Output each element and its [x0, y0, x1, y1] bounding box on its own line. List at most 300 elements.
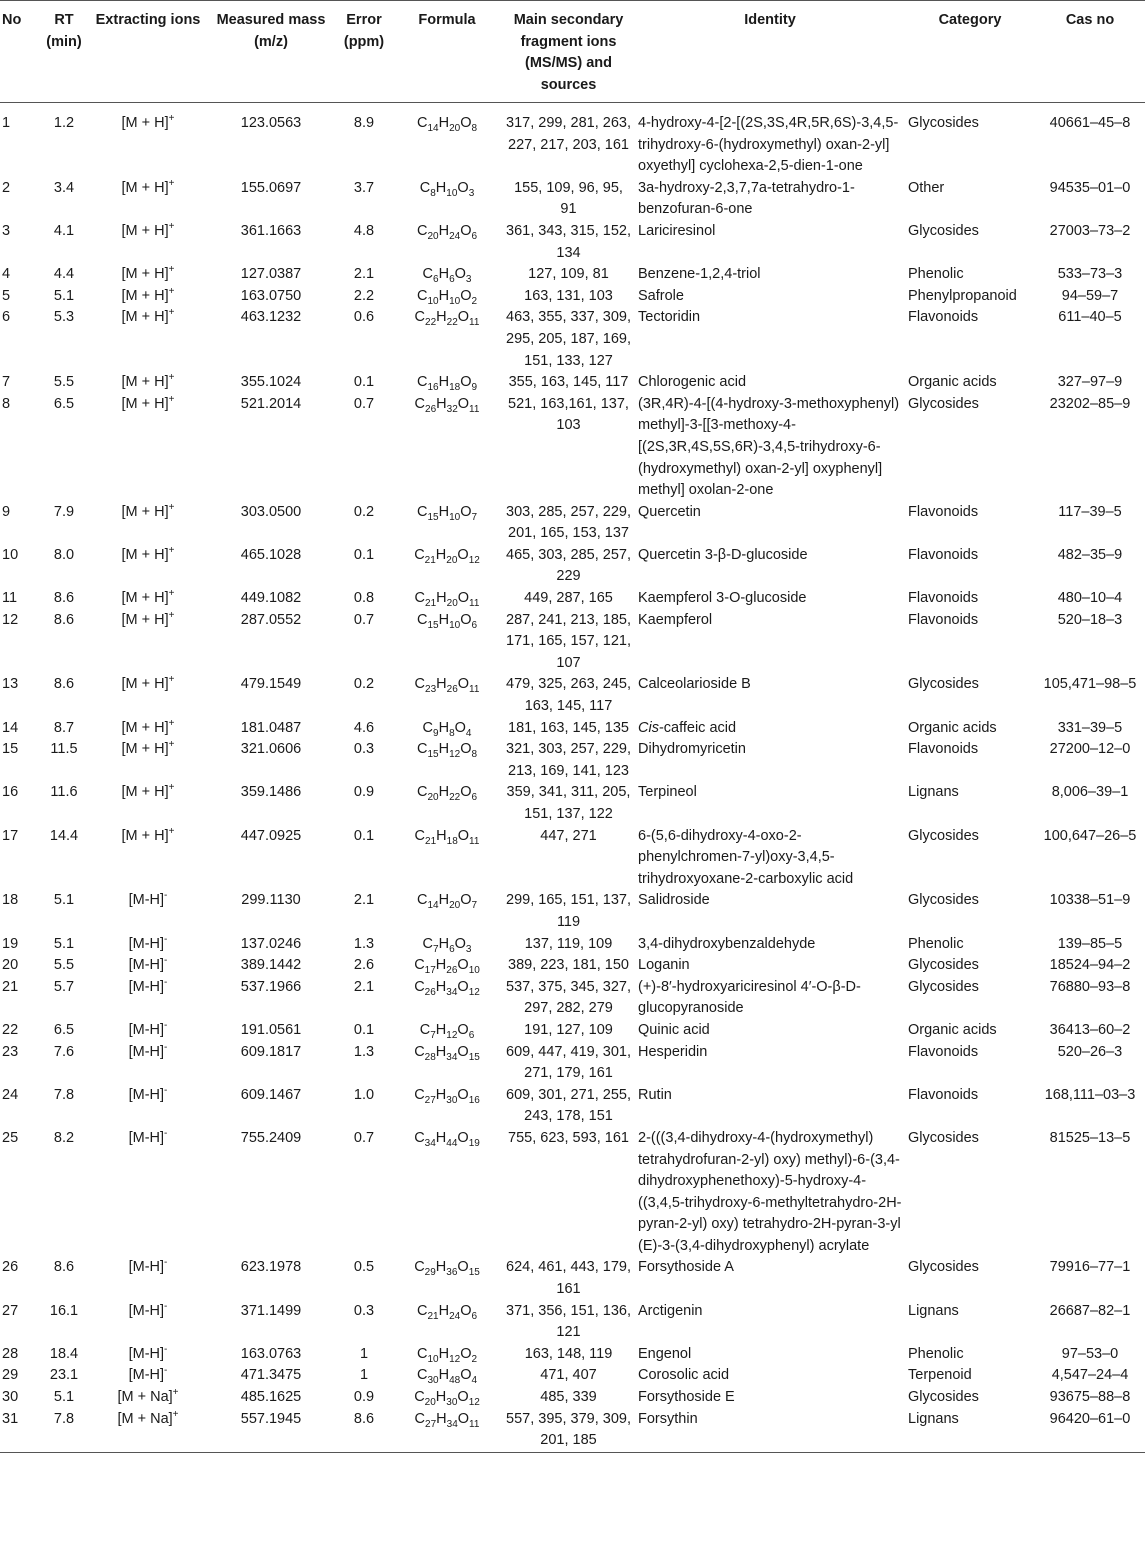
row-rt: 5.5	[53, 374, 75, 391]
row-cas: 97–53–0	[1061, 1345, 1119, 1362]
row-ion	[90, 1085, 206, 1128]
formula-count: 30	[446, 1396, 458, 1408]
row-cas: 93675–88–8	[1049, 1389, 1131, 1406]
row-cas: 27200–12–0	[1049, 741, 1131, 758]
row-mass: 521.2014	[240, 395, 302, 412]
formula-count: 3	[468, 187, 475, 199]
row-cas: 23202–85–9	[1049, 395, 1131, 412]
row-cas: 105,471–98–5	[1043, 676, 1137, 693]
row-fragments: 389, 223, 181, 150	[508, 957, 629, 974]
formula-element: C	[414, 1129, 425, 1146]
formula-element: H	[438, 222, 450, 239]
row-error: 1	[359, 1345, 369, 1362]
formula-element: C	[414, 309, 426, 326]
row-error: 0.3	[353, 741, 375, 758]
formula-element: O	[457, 1259, 469, 1276]
row-formula	[392, 1042, 502, 1085]
row-no: 10	[2, 546, 19, 563]
table-row	[0, 955, 1145, 977]
formula-count: 28	[424, 1051, 436, 1063]
formula-count: 22	[446, 317, 458, 329]
identity-text: Quercetin	[638, 503, 701, 520]
formula-count: 6	[471, 230, 478, 242]
row-ion	[90, 1409, 206, 1453]
formula-count: 10	[427, 1353, 439, 1365]
identity-text: 6-(5,6-dihydroxy-4-oxo-2-phenylchromen-7-yl)oxy-3,4,5-trihydroxyoxane-2-carboxylic acid	[638, 827, 854, 887]
row-category: Flavonoids	[908, 309, 979, 326]
formula-count: 8	[430, 187, 436, 199]
row-fragments: 127, 109, 81	[528, 266, 609, 283]
row-cas: 76880–93–8	[1049, 978, 1131, 995]
row-mass: 359.1486	[240, 784, 302, 801]
row-rt: 4.1	[53, 222, 75, 239]
formula-count: 26	[424, 986, 436, 998]
ion-type: [M + H]	[121, 784, 169, 801]
formula-count: 6	[468, 1029, 475, 1041]
formula-element: H	[438, 1345, 450, 1362]
row-ion	[90, 502, 206, 545]
row-identity	[635, 934, 905, 956]
formula-element: C	[414, 827, 426, 844]
row-category: Glycosides	[908, 1259, 979, 1276]
row-category: Flavonoids	[908, 611, 979, 628]
row-error: 3.7	[353, 179, 375, 196]
identity-text: Dihydromyricetin	[638, 741, 746, 758]
row-formula	[392, 826, 502, 891]
formula-element: C	[416, 1367, 428, 1384]
row-mass: 623.1978	[240, 1259, 302, 1276]
formula-count: 17	[424, 965, 436, 977]
formula-count: 16	[427, 382, 439, 394]
header-ions: Extracting ions	[95, 12, 201, 28]
row-error: 4.6	[353, 719, 375, 736]
row-formula	[392, 610, 502, 675]
formula-element: H	[435, 1021, 447, 1038]
row-cas: 480–10–4	[1057, 590, 1123, 607]
formula-count: 9	[433, 727, 439, 739]
ion-charge: +	[172, 1408, 179, 1420]
row-error: 0.2	[353, 676, 375, 693]
row-rt: 5.5	[53, 957, 75, 974]
row-formula	[392, 286, 502, 308]
row-rt: 11.5	[50, 741, 78, 758]
row-ion	[90, 890, 206, 933]
formula-element: H	[438, 935, 450, 952]
row-rt: 5.1	[53, 287, 75, 304]
row-fragments: 303, 285, 257, 229, 201, 165, 153, 137	[506, 503, 631, 542]
ion-charge: +	[168, 825, 175, 837]
row-fragments: 317, 299, 281, 263, 227, 217, 203, 161	[506, 115, 631, 153]
table-row	[0, 1257, 1145, 1300]
row-error: 0.1	[353, 827, 375, 844]
formula-element: H	[435, 978, 447, 995]
identity-text: Terpineol	[638, 784, 697, 801]
formula-element: H	[436, 676, 447, 693]
table-header-row	[0, 1, 1145, 103]
row-category: Glycosides	[908, 115, 979, 131]
formula-count: 19	[468, 1137, 480, 1149]
ion-charge: +	[168, 285, 175, 297]
row-error: 0.8	[353, 590, 375, 607]
formula-count: 10	[446, 187, 458, 199]
ion-charge: -	[164, 1257, 168, 1269]
formula-count: 12	[449, 1353, 461, 1365]
row-identity	[635, 1409, 905, 1453]
row-identity	[635, 1301, 905, 1344]
row-identity	[635, 221, 905, 264]
ion-charge: -	[164, 1365, 168, 1377]
row-no: 21	[2, 978, 19, 995]
formula-count: 15	[468, 1267, 480, 1279]
row-fragments: 471, 407	[540, 1367, 597, 1384]
ion-charge: +	[168, 221, 175, 233]
row-mass: 191.0561	[240, 1021, 302, 1038]
formula-element: O	[457, 590, 470, 607]
row-category: Flavonoids	[908, 546, 979, 563]
row-fragments: 447, 271	[540, 827, 597, 844]
row-no: 27	[2, 1302, 19, 1319]
ion-type: [M + H]	[121, 827, 169, 844]
ion-charge: -	[164, 890, 168, 902]
row-no: 17	[2, 827, 19, 844]
header-rt: RT (min)	[46, 12, 82, 50]
row-cas: 117–39–5	[1058, 503, 1122, 520]
row-identity	[635, 674, 905, 717]
formula-count: 14	[427, 900, 439, 912]
formula-element: O	[457, 546, 469, 563]
formula-count: 36	[446, 1267, 458, 1279]
row-ion	[90, 286, 206, 308]
row-formula	[392, 264, 502, 286]
formula-element: H	[435, 1259, 447, 1276]
row-rt: 8.6	[53, 1259, 75, 1276]
table-row	[0, 588, 1145, 610]
formula-element: C	[416, 287, 428, 304]
row-formula	[392, 1344, 502, 1366]
row-ion	[90, 1344, 206, 1366]
row-no: 3	[2, 222, 11, 239]
formula-count: 44	[446, 1137, 458, 1149]
row-category: Terpenoid	[908, 1367, 972, 1384]
row-mass: 163.0750	[240, 287, 302, 304]
formula-count: 7	[471, 511, 478, 523]
row-mass: 465.1028	[240, 546, 302, 563]
table-row	[0, 826, 1145, 891]
row-error: 1	[359, 1367, 369, 1384]
row-ion	[90, 977, 206, 1020]
row-fragments: 485, 339	[540, 1389, 597, 1406]
formula-element: C	[414, 957, 425, 974]
row-fragments: 181, 163, 145, 135	[508, 719, 629, 736]
table-row	[0, 1409, 1145, 1453]
ion-type: [M + H]	[121, 374, 169, 391]
formula-element: O	[457, 1129, 469, 1146]
row-identity	[635, 545, 905, 588]
formula-count: 20	[427, 792, 439, 804]
formula-element: C	[414, 1259, 425, 1276]
formula-element: H	[438, 287, 450, 304]
row-category: Lignans	[908, 1410, 959, 1427]
formula-element: C	[416, 892, 428, 909]
row-formula	[392, 934, 502, 956]
row-cas: 94–59–7	[1061, 287, 1119, 304]
ion-type: [M-H]	[128, 1345, 165, 1362]
row-cas: 168,111–03–3	[1044, 1086, 1136, 1103]
formula-count: 6	[433, 274, 439, 286]
row-no: 26	[2, 1259, 19, 1276]
row-rt: 1.2	[53, 115, 75, 131]
row-category: Glycosides	[908, 1129, 979, 1146]
row-rt: 8.6	[53, 590, 75, 607]
row-category: Flavonoids	[908, 590, 979, 607]
table-row	[0, 307, 1145, 372]
ion-type: [M-H]	[128, 1259, 165, 1276]
row-fragments: 191, 127, 109	[524, 1021, 613, 1038]
formula-element: H	[435, 1389, 447, 1406]
row-no: 9	[2, 503, 11, 520]
row-ion	[90, 1387, 206, 1409]
ion-charge: +	[168, 177, 175, 189]
row-cas: 10338–51–9	[1049, 892, 1131, 909]
identity-italic: Cis	[638, 719, 659, 736]
identity-text: Tectoridin	[638, 309, 701, 326]
identity-text: Forsythoside A	[638, 1259, 734, 1276]
row-category: Glycosides	[908, 827, 979, 844]
formula-count: 20	[449, 900, 461, 912]
formula-count: 20	[446, 554, 458, 566]
formula-element: O	[460, 115, 472, 131]
identity-text: Calceolarioside B	[638, 676, 751, 693]
row-cas: 40661–45–8	[1049, 115, 1131, 131]
row-formula	[392, 1128, 502, 1258]
row-mass: 155.0697	[240, 179, 302, 196]
row-error: 0.9	[353, 1389, 375, 1406]
formula-element: O	[457, 1410, 470, 1427]
row-formula	[392, 955, 502, 977]
formula-element: C	[414, 546, 425, 563]
formula-count: 26	[446, 684, 458, 696]
row-no: 31	[2, 1410, 19, 1427]
ion-type: [M + H]	[121, 503, 169, 520]
table-row	[0, 1387, 1145, 1409]
row-cas: 482–35–9	[1057, 546, 1123, 563]
formula-count: 24	[449, 230, 461, 242]
ion-type: [M-H]	[128, 1302, 165, 1319]
identity-text: Quinic acid	[638, 1021, 710, 1038]
row-cas: 520–26–3	[1057, 1043, 1123, 1060]
formula-count: 6	[449, 943, 455, 955]
row-no: 7	[2, 374, 11, 391]
row-rt: 8.6	[53, 611, 75, 628]
formula-element: H	[438, 266, 450, 283]
formula-count: 18	[446, 835, 458, 847]
ion-charge: -	[164, 976, 168, 988]
row-identity	[635, 1257, 905, 1300]
row-identity	[635, 1128, 905, 1258]
row-identity	[635, 394, 905, 502]
formula-element: C	[416, 115, 428, 131]
row-identity	[635, 286, 905, 308]
row-ion	[90, 674, 206, 717]
row-rt: 23.1	[49, 1367, 79, 1384]
row-mass: 389.1442	[240, 957, 302, 974]
formula-element: H	[435, 957, 447, 974]
row-no: 18	[2, 892, 19, 909]
ion-type: [M + H]	[121, 676, 169, 693]
header-category: Category	[938, 12, 1002, 28]
row-fragments: 155, 109, 96, 95, 91	[514, 179, 623, 218]
formula-element: O	[457, 1043, 469, 1060]
row-category: Other	[908, 179, 945, 196]
formula-count: 34	[424, 1137, 436, 1149]
row-ion	[90, 545, 206, 588]
row-category: Glycosides	[908, 892, 979, 909]
row-formula	[392, 977, 502, 1020]
row-identity	[635, 610, 905, 675]
formula-count: 3	[465, 274, 472, 286]
row-no: 4	[2, 266, 11, 283]
formula-count: 30	[446, 1094, 458, 1106]
formula-element: C	[414, 395, 426, 412]
table-row	[0, 1020, 1145, 1042]
identity-text: Salidroside	[638, 892, 710, 909]
table-row	[0, 1365, 1145, 1387]
formula-element: O	[457, 1389, 469, 1406]
formula-count: 20	[446, 597, 458, 609]
row-ion	[90, 264, 206, 286]
ion-type: [M-H]	[128, 1367, 165, 1384]
ion-type: [M-H]	[128, 1129, 165, 1146]
row-fragments: 361, 343, 315, 152, 134	[506, 222, 631, 261]
formula-count: 15	[468, 1051, 480, 1063]
row-cas: 79916–77–1	[1049, 1259, 1131, 1276]
formula-count: 4	[471, 1375, 478, 1387]
ion-charge: -	[164, 1084, 168, 1096]
ion-charge: +	[168, 264, 175, 276]
identity-text: Hesperidin	[638, 1043, 708, 1060]
row-category: Flavonoids	[908, 741, 979, 758]
formula-count: 22	[425, 317, 437, 329]
formula-element: O	[460, 892, 472, 909]
row-cas: 331–39–5	[1057, 719, 1123, 736]
row-cas: 36413–60–2	[1049, 1021, 1131, 1038]
row-fragments: 521, 163,161, 137, 103	[508, 395, 629, 434]
formula-element: H	[438, 1367, 450, 1384]
formula-element: H	[436, 395, 447, 412]
row-fragments: 479, 325, 263, 245, 163, 145, 117	[506, 676, 631, 715]
row-rt: 8.0	[53, 546, 75, 563]
formula-count: 8	[471, 122, 478, 134]
identity-text: 3,4-dihydroxybenzaldehyde	[638, 935, 816, 952]
ion-charge: +	[168, 739, 175, 751]
ion-charge: +	[168, 113, 175, 125]
row-mass: 479.1549	[240, 676, 302, 693]
row-fragments: 609, 447, 419, 301, 271, 179, 161	[506, 1043, 631, 1082]
row-ion	[90, 221, 206, 264]
identity-text: Benzene-1,2,4-triol	[638, 266, 761, 283]
row-ion	[90, 394, 206, 502]
row-formula	[392, 1257, 502, 1300]
table-body	[0, 103, 1145, 1453]
table-row	[0, 178, 1145, 221]
row-mass: 449.1082	[240, 590, 302, 607]
row-ion	[90, 826, 206, 891]
row-mass: 371.1499	[240, 1302, 302, 1319]
formula-count: 26	[425, 403, 437, 415]
row-rt: 14.4	[49, 827, 79, 844]
row-rt: 5.7	[53, 978, 75, 995]
formula-element: O	[460, 1345, 472, 1362]
ion-type: [M + Na]	[117, 1410, 173, 1427]
formula-count: 3	[465, 943, 472, 955]
row-ion	[90, 782, 206, 825]
row-no: 22	[2, 1021, 19, 1038]
row-rt: 7.8	[53, 1410, 75, 1427]
ion-charge: -	[164, 955, 168, 967]
row-ion	[90, 718, 206, 740]
row-formula	[392, 1365, 502, 1387]
row-no: 24	[2, 1086, 19, 1103]
ion-type: [M + H]	[121, 611, 169, 628]
row-category: Phenylpropanoid	[908, 287, 1017, 304]
row-formula	[392, 307, 502, 372]
row-no: 28	[2, 1345, 19, 1362]
row-ion	[90, 178, 206, 221]
row-error: 0.7	[353, 395, 375, 412]
row-category: Organic acids	[908, 1021, 997, 1038]
formula-count: 26	[446, 965, 458, 977]
row-mass: 123.0563	[240, 115, 302, 131]
table-row	[0, 394, 1145, 502]
table-row	[0, 1128, 1145, 1258]
formula-element: C	[416, 611, 428, 628]
formula-element: H	[435, 179, 447, 196]
formula-element: C	[416, 1302, 428, 1319]
formula-count: 11	[469, 835, 480, 847]
row-fragments: 321, 303, 257, 229, 213, 169, 141, 123	[506, 741, 631, 779]
formula-element: O	[457, 309, 470, 326]
formula-count: 15	[427, 619, 439, 631]
row-rt: 6.5	[53, 395, 75, 412]
row-fragments: 163, 131, 103	[524, 287, 613, 304]
row-identity	[635, 372, 905, 394]
formula-element: H	[438, 1302, 450, 1319]
identity-text: Safrole	[638, 287, 684, 304]
row-category: Organic acids	[908, 374, 997, 391]
formula-element: O	[457, 978, 469, 995]
row-error: 2.1	[353, 266, 375, 283]
row-mass: 137.0246	[240, 935, 302, 952]
row-error: 0.5	[353, 1259, 375, 1276]
formula-count: 21	[425, 835, 437, 847]
identity-text: Engenol	[638, 1345, 692, 1362]
formula-element: H	[435, 1043, 447, 1060]
formula-count: 34	[446, 1051, 458, 1063]
ion-charge: +	[168, 588, 175, 600]
formula-count: 27	[424, 1094, 436, 1106]
formula-element: H	[436, 1410, 447, 1427]
formula-element: C	[414, 676, 426, 693]
row-identity	[635, 718, 905, 740]
row-identity	[635, 1344, 905, 1366]
formula-count: 32	[446, 403, 458, 415]
formula-count: 16	[468, 1094, 480, 1106]
ion-charge: +	[168, 307, 175, 319]
formula-element: O	[454, 719, 466, 736]
row-error: 0.9	[353, 784, 375, 801]
formula-element: O	[460, 287, 472, 304]
row-error: 1.3	[353, 935, 375, 952]
